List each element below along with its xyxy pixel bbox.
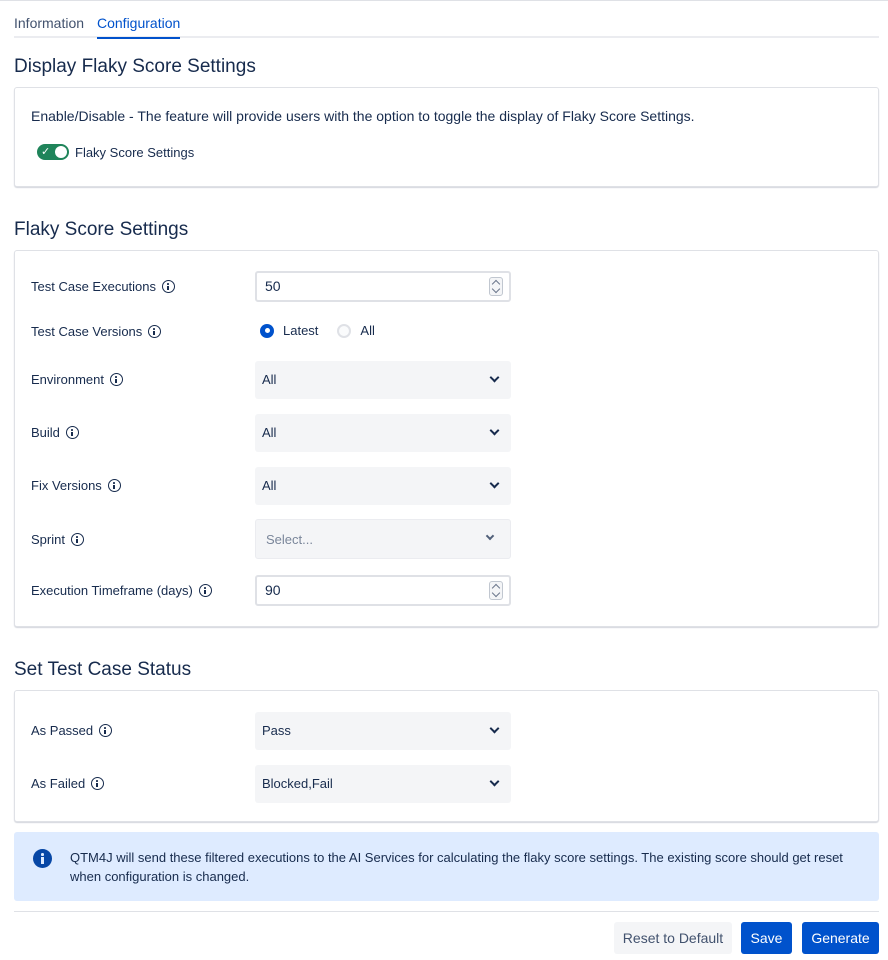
flaky-section-title: Flaky Score Settings [14, 219, 189, 240]
sprint-label-row [31, 532, 84, 547]
toggle-knob [55, 146, 67, 158]
executions-label-row [31, 279, 175, 294]
fix-versions-label: Fix Versions [31, 478, 102, 493]
build-select[interactable] [255, 414, 511, 452]
environment-label-row [31, 372, 123, 387]
display-settings-card [14, 87, 879, 187]
info-icon[interactable] [91, 777, 104, 790]
build-value: All [262, 425, 277, 440]
as-passed-select[interactable] [255, 712, 511, 750]
display-section-title: Display Flaky Score Settings [14, 56, 256, 77]
flaky-score-toggle[interactable] [37, 144, 69, 160]
chevron-down-icon [490, 373, 500, 383]
flaky-settings-card [14, 250, 879, 627]
info-icon[interactable] [148, 325, 161, 338]
info-icon[interactable] [71, 533, 84, 546]
executions-input[interactable] [255, 271, 511, 302]
radio-checked-icon [260, 324, 274, 338]
tab-bar [14, 0, 879, 38]
info-icon[interactable] [110, 373, 123, 386]
as-failed-select[interactable] [255, 765, 511, 803]
as-passed-label: As Passed [31, 723, 94, 738]
executions-label: Test Case Executions [31, 279, 157, 294]
radio-unchecked-icon [337, 324, 351, 338]
chevron-down-icon [490, 777, 500, 787]
stepper-icon[interactable] [489, 581, 503, 600]
radio-latest-label: Latest [283, 323, 319, 338]
status-section-title: Set Test Case Status [14, 659, 192, 680]
as-passed-value: Pass [262, 723, 291, 738]
chevron-down-icon [490, 426, 500, 436]
timeframe-value: 90 [265, 582, 281, 598]
info-icon[interactable] [199, 584, 212, 597]
timeframe-label: Execution Timeframe (days) [31, 583, 193, 598]
sprint-placeholder: Select... [266, 532, 313, 547]
as-failed-label-row [31, 776, 104, 791]
environment-value: All [262, 372, 277, 387]
executions-value: 50 [265, 278, 281, 294]
chevron-down-icon [490, 724, 500, 734]
as-failed-label: As Failed [31, 776, 86, 791]
footer-divider [14, 911, 879, 912]
info-icon[interactable] [108, 479, 121, 492]
fix-versions-value: All [262, 478, 277, 493]
build-label-row [31, 425, 79, 440]
sprint-select[interactable] [255, 519, 511, 559]
radio-latest[interactable] [260, 323, 318, 338]
build-label: Build [31, 425, 60, 440]
fix-versions-label-row [31, 478, 121, 493]
sprint-label: Sprint [31, 532, 65, 547]
check-icon: ✓ [41, 146, 51, 158]
display-description: Enable/Disable - The feature will provide users with the option to toggle the display of Flaky Score Settings. [31, 108, 695, 124]
versions-label-row [31, 324, 161, 339]
info-icon[interactable] [162, 280, 175, 293]
save-button[interactable]: Save [741, 922, 792, 954]
reset-to-default-button[interactable]: Reset to Default [614, 922, 732, 954]
radio-all[interactable] [337, 323, 374, 338]
fix-versions-select[interactable] [255, 467, 511, 505]
generate-button[interactable]: Generate [802, 922, 879, 954]
info-banner-text: QTM4J will send these filtered executions to the AI Services for calculating the flaky score settings. The existing score should get reset when configuration is changed. [70, 850, 843, 884]
environment-select[interactable] [255, 361, 511, 399]
chevron-down-icon [490, 479, 500, 489]
versions-radio-group [260, 323, 375, 338]
tab-configuration[interactable]: Configuration [97, 15, 181, 31]
timeframe-input[interactable] [255, 575, 511, 606]
timeframe-label-row [31, 583, 212, 598]
stepper-icon[interactable] [489, 277, 503, 296]
tab-information[interactable]: Information [14, 15, 85, 31]
status-card [14, 690, 879, 822]
toggle-label: Flaky Score Settings [75, 145, 195, 160]
info-icon[interactable] [66, 426, 79, 439]
as-failed-value: Blocked,Fail [262, 776, 333, 791]
environment-label: Environment [31, 372, 104, 387]
info-circle-icon [33, 849, 52, 868]
info-icon[interactable] [99, 724, 112, 737]
as-passed-label-row [31, 723, 112, 738]
chevron-down-icon [486, 532, 494, 540]
versions-label: Test Case Versions [31, 324, 143, 339]
info-banner [14, 832, 879, 901]
radio-all-label: All [360, 323, 375, 338]
